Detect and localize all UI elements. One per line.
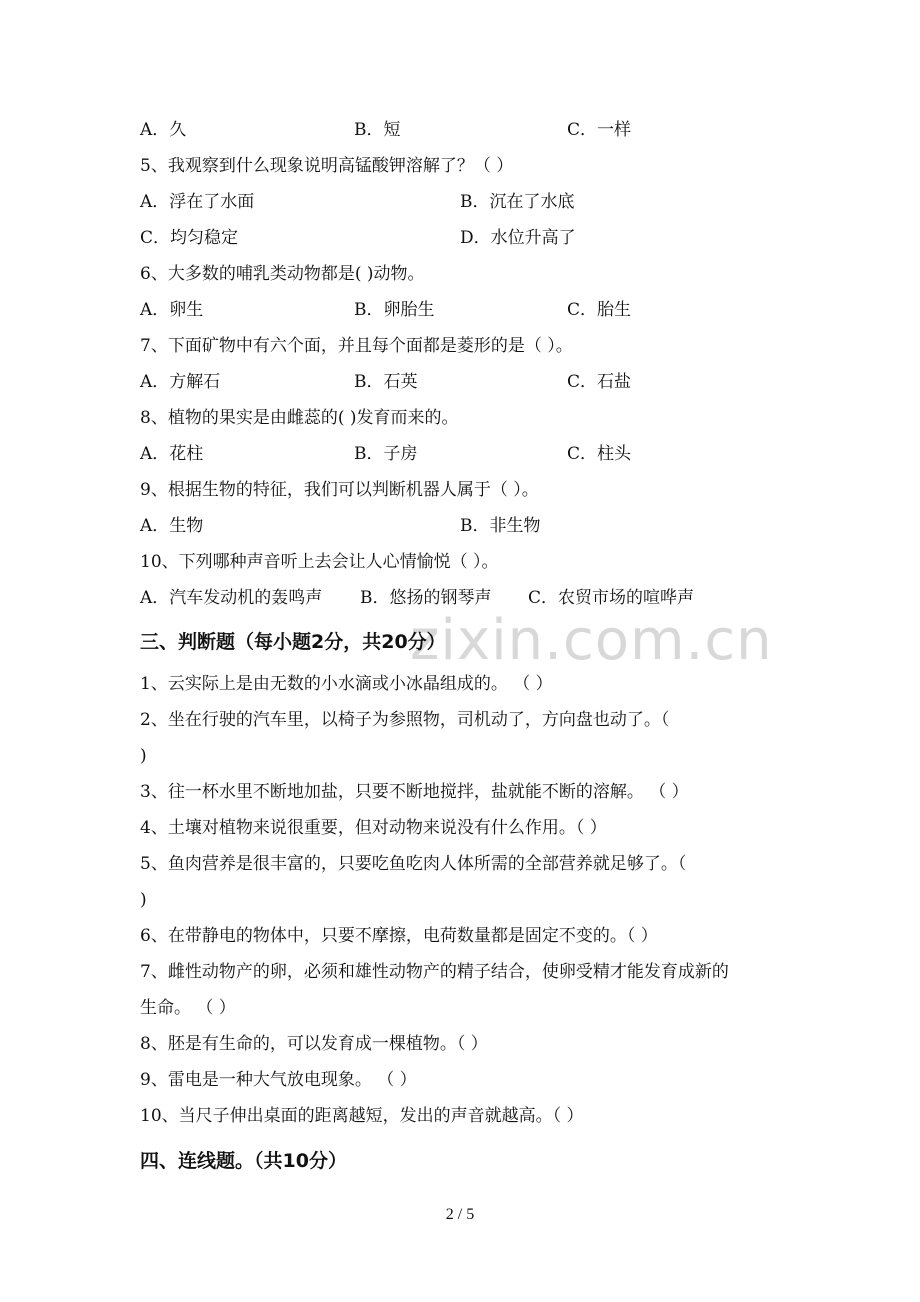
section-3-title: 三、判断题（每小题2分，共20分） <box>140 631 446 653</box>
q4-option-a: A．久 <box>140 120 187 140</box>
q5-option-c: C．均匀稳定 <box>140 228 239 248</box>
q4-option-b: B．短 <box>354 120 401 140</box>
q8-option-c: C．柱头 <box>567 444 632 464</box>
q7-option-c: C．石盐 <box>567 372 632 392</box>
q5-option-a: A．浮在了水面 <box>140 192 255 212</box>
judge-item-7: 7、雌性动物产的卵，必须和雄性动物产的精子结合，使卵受精才能发育成新的 <box>140 962 729 982</box>
judge-item-5-cont: ) <box>140 890 147 910</box>
judge-item-7-cont: 生命。 （ ） <box>140 998 236 1018</box>
q10-option-c: C．农贸市场的喧哗声 <box>528 588 695 608</box>
q6-option-b: B．卵胎生 <box>354 300 435 320</box>
judge-item-6: 6、在带静电的物体中，只要不摩擦，电荷数量都是固定不变的。（ ） <box>140 926 658 946</box>
question-5: 5、我观察到什么现象说明高锰酸钾溶解了？（ ） <box>140 156 514 176</box>
q6-option-a: A．卵生 <box>140 300 204 320</box>
judge-item-1: 1、云实际上是由无数的小水滴或小冰晶组成的。 （ ） <box>140 674 553 694</box>
q8-option-b: B．子房 <box>354 444 418 464</box>
section-4-title: 四、连线题。（共10分） <box>140 1150 347 1172</box>
judge-item-9: 9、雷电是一种大气放电现象。 （ ） <box>140 1070 417 1090</box>
page-number: 2 / 5 <box>445 1206 475 1223</box>
q10-option-b: B．悠扬的钢琴声 <box>360 588 492 608</box>
watermark: zixin.com.cn <box>410 608 773 673</box>
q6-option-c: C．胎生 <box>567 300 632 320</box>
question-10: 10、下列哪种声音听上去会让人心情愉悦（ ）。 <box>140 552 499 572</box>
judge-item-2-cont: ) <box>140 746 147 766</box>
question-9: 9、根据生物的特征，我们可以判断机器人属于（ ）。 <box>140 480 539 500</box>
q7-option-a: A．方解石 <box>140 372 221 392</box>
judge-item-8: 8、胚是有生命的，可以发育成一棵植物。（ ） <box>140 1034 488 1054</box>
judge-item-3: 3、往一杯水里不断地加盐，只要不断地搅拌，盐就能不断的溶解。 （ ） <box>140 782 689 802</box>
q9-option-a: A．生物 <box>140 516 204 536</box>
judge-item-2: 2、坐在行驶的汽车里，以椅子为参照物，司机动了，方向盘也动了。（ <box>140 710 670 730</box>
q9-option-b: B．非生物 <box>460 516 541 536</box>
q7-option-b: B．石英 <box>354 372 418 392</box>
q8-option-a: A．花柱 <box>140 444 204 464</box>
question-6: 6、大多数的哺乳类动物都是( )动物。 <box>140 264 425 284</box>
q5-option-d: D．水位升高了 <box>460 228 576 248</box>
question-7: 7、下面矿物中有六个面，并且每个面都是菱形的是（ ）。 <box>140 336 573 356</box>
judge-item-5: 5、鱼肉营养是很丰富的，只要吃鱼吃肉人体所需的全部营养就足够了。（ <box>140 854 687 874</box>
q10-option-a: A．汽车发动机的轰鸣声 <box>140 588 323 608</box>
q5-option-b: B．沉在了水底 <box>460 192 575 212</box>
q4-option-c: C．一样 <box>567 120 632 140</box>
judge-item-10: 10、当尺子伸出桌面的距离越短，发出的声音就越高。（ ） <box>140 1106 584 1126</box>
judge-item-4: 4、土壤对植物来说很重要，但对动物来说没有什么作用。（ ） <box>140 818 607 838</box>
question-8: 8、植物的果实是由雌蕊的( )发育而来的。 <box>140 408 459 428</box>
